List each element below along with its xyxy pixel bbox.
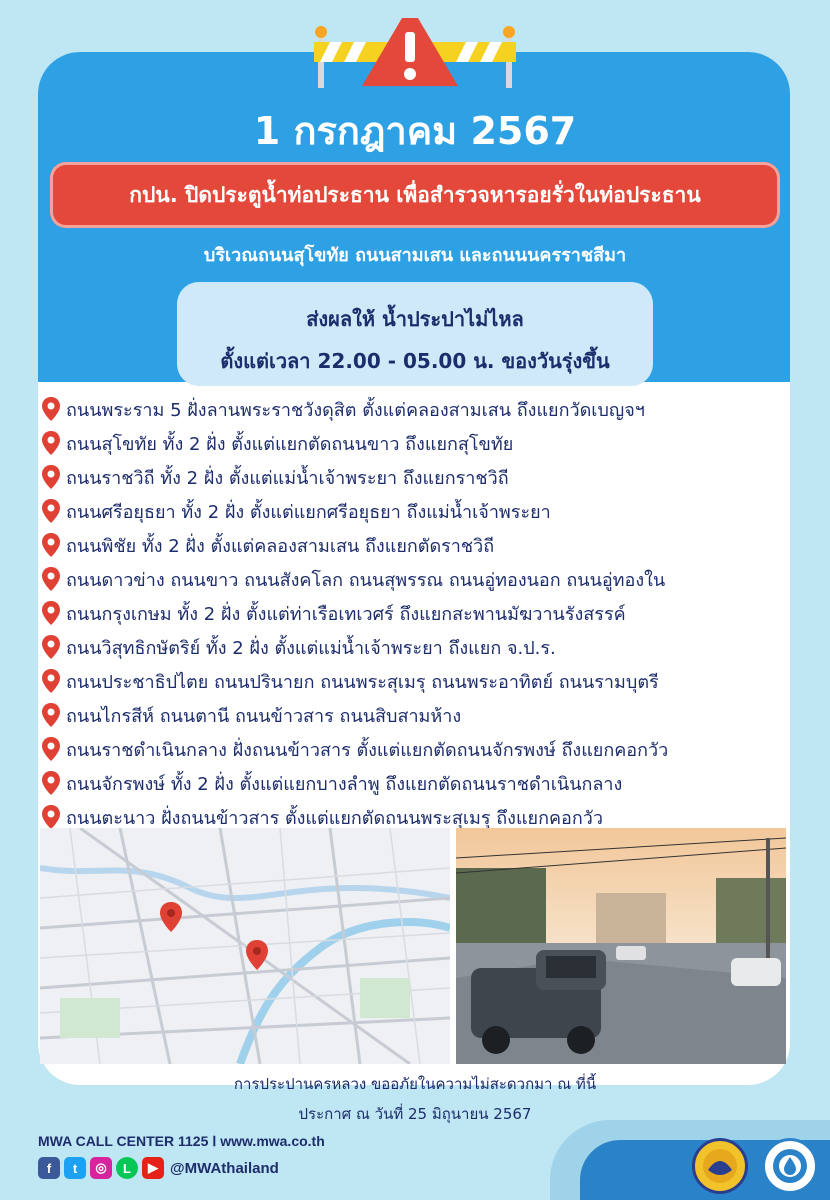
social-handle[interactable]: @MWAthailand xyxy=(170,1159,279,1177)
area-map-image xyxy=(40,828,450,1064)
map-pin-icon xyxy=(40,770,62,796)
road-text: ถนนศรีอยุธยา ทั้ง 2 ฝั่ง ตั้งแต่แยกศรีอยุธยา ถึงแม่น้ำเจ้าพระยา xyxy=(66,501,551,523)
road-text: ถนนราชวิถี ทั้ง 2 ฝั่ง ตั้งแต่แม่น้ำเจ้าพระยา ถึงแยกราชวิถี xyxy=(66,467,509,489)
list-item xyxy=(40,664,800,698)
map-pin-icon xyxy=(40,396,62,422)
road-text: ถนนไกรสีห์ ถนนตานี ถนนข้าวสาร ถนนสิบสามห้าง xyxy=(66,705,462,727)
list-item xyxy=(40,460,800,494)
road-text: ถนนดาวข่าง ถนนขาว ถนนสังคโลก ถนนสุพรรณ ถนนอู่ทองนอก ถนนอู่ทองใน xyxy=(66,569,666,591)
youtube-icon[interactable]: ▶ xyxy=(142,1157,164,1179)
affected-roads-list xyxy=(40,392,800,834)
map-pin-icon xyxy=(40,600,62,626)
effect-line-1: ส่งผลให้ น้ำประปาไม่ไหล xyxy=(306,307,524,331)
effect-box xyxy=(177,282,653,386)
call-center-info: MWA CALL CENTER 1125 Ⅰ www.mwa.co.th xyxy=(38,1133,325,1149)
list-item xyxy=(40,426,800,460)
map-pin-icon xyxy=(40,498,62,524)
road-text: ถนนพิชัย ทั้ง 2 ฝั่ง ตั้งแต่คลองสามเสน ถึงแยกตัดราชวิถี xyxy=(66,535,495,557)
mwa-logo xyxy=(762,1138,818,1194)
closure-banner xyxy=(50,162,780,228)
road-text: ถนนวิสุทธิกษัตริย์ ทั้ง 2 ฝั่ง ตั้งแต่แม่น้ำเจ้าพระยา ถึงแยก จ.ป.ร. xyxy=(66,637,556,659)
list-item xyxy=(40,698,800,732)
barrier-warning-icon xyxy=(310,18,520,88)
affected-area-subheading: บริเวณถนนสุโขทัย ถนนสามเสน และถนนนครราชสีมา xyxy=(203,245,627,266)
road-text: ถนนกรุงเกษม ทั้ง 2 ฝั่ง ตั้งแต่ท่าเรือเทเวศร์ ถึงแยกสะพานมัฆวานรังสรรค์ xyxy=(66,603,626,625)
list-item xyxy=(40,630,800,664)
map-pin-icon xyxy=(40,668,62,694)
list-item xyxy=(40,596,800,630)
list-item xyxy=(40,392,800,426)
map-pin-icon xyxy=(40,430,62,456)
map-pin-icon xyxy=(40,702,62,728)
list-item xyxy=(40,562,800,596)
map-pin-icon xyxy=(40,634,62,660)
line-icon[interactable]: L xyxy=(116,1157,138,1179)
effect-time-line: ตั้งแต่เวลา 22.00 - 05.00 น. ของวันรุ่งขึ้น xyxy=(220,349,610,373)
list-item xyxy=(40,732,800,766)
road-text: ถนนพระราม 5 ฝั่งลานพระราชวังดุสิต ตั้งแต่คลองสามเสน ถึงแยกวัดเบญจฯ xyxy=(66,399,645,421)
closure-banner-text: กปน. ปิดประตูน้ำท่อประธาน เพื่อสำรวจหารอยรั่วในท่อประธาน xyxy=(129,182,701,207)
social-links xyxy=(38,1157,279,1179)
map-pin-icon xyxy=(40,804,62,830)
royal-emblem-logo xyxy=(692,1138,748,1194)
announcement-date: ประกาศ ณ วันที่ 25 มิถุนายน 2567 xyxy=(298,1105,532,1123)
road-text: ถนนจักรพงษ์ ทั้ง 2 ฝั่ง ตั้งแต่แยกบางลำพู ถึงแยกตัดถนนราชดำเนินกลาง xyxy=(66,773,623,795)
road-text: ถนนประชาธิปไตย ถนนปรินายก ถนนพระสุเมรุ ถนนพระอาทิตย์ ถนนรามบุตรี xyxy=(66,671,659,693)
event-date: 1 กรกฎาคม 2567 xyxy=(253,109,577,153)
road-text: ถนนตะนาว ฝั่งถนนข้าวสาร ตั้งแต่แยกตัดถนนพระสุเมรุ ถึงแยกคอกวัว xyxy=(66,807,603,829)
road-text: ถนนราชดำเนินกลาง ฝั่งถนนข้าวสาร ตั้งแต่แยกตัดถนนจักรพงษ์ ถึงแยกคอกวัว xyxy=(66,739,669,761)
twitter-icon[interactable]: t xyxy=(64,1157,86,1179)
facebook-icon[interactable]: f xyxy=(38,1157,60,1179)
map-pin-icon xyxy=(40,736,62,762)
list-item xyxy=(40,494,800,528)
street-photo-image xyxy=(456,828,786,1064)
map-pin-icon xyxy=(40,464,62,490)
road-text: ถนนสุโขทัย ทั้ง 2 ฝั่ง ตั้งแต่แยกตัดถนนขาว ถึงแยกสุโขทัย xyxy=(66,433,514,455)
list-item xyxy=(40,528,800,562)
map-pin-icon xyxy=(40,566,62,592)
list-item xyxy=(40,766,800,800)
apology-text: การประปานครหลวง ขออภัยในความไม่สะดวกมา ณ ที่นี้ xyxy=(233,1075,597,1093)
map-pin-icon xyxy=(40,532,62,558)
instagram-icon[interactable]: ◎ xyxy=(90,1157,112,1179)
